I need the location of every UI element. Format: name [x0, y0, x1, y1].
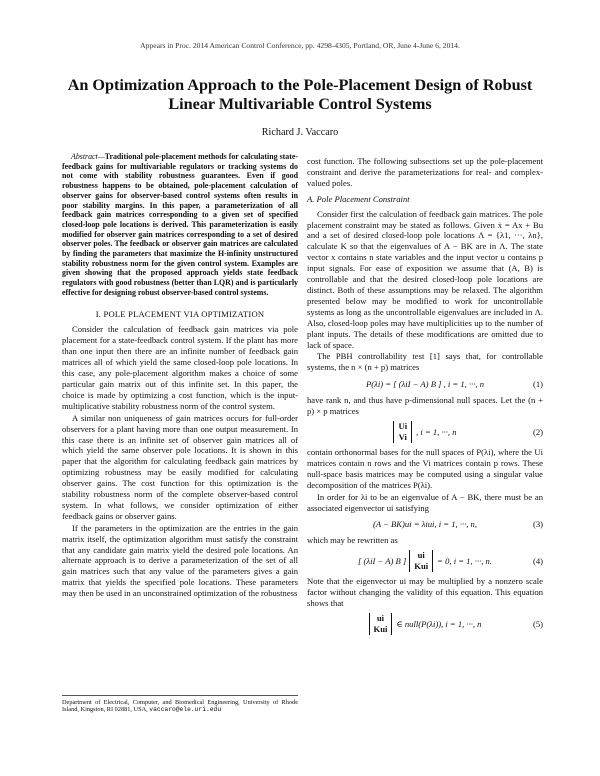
matrix-top: ui	[417, 550, 425, 561]
abstract: Abstract—Traditional pole-placement methods for calculating state-feedback gains for multivariable regulators or tracking systems do not come with stability robustness guarantees. Even if good robustness happens to be obtained, pole-placement calculation of observer gains for observer-based control systems often results in poor stability margins. In this paper, a parameterization of all feedback gain matrices corresponding to a given set of specified closed-loop pole locations is derived. This parameterization is easily modified for observer gain matrices corresponding to a set of desired observer poles. The feedback or observer gain matrices are calculated by finding the parameters that maximize the H-infinity unstructured stability robustness norm for the given control system. Examples are given showing that the proposed approach yields state feedback regulators with good robustness (better than LQR) and is particularly effective for designing robust observer-based control systems.	[62, 152, 298, 297]
equation-4	[307, 550, 543, 572]
left-column	[62, 152, 298, 600]
running-header: Appears in Proc. 2014 American Control Conference, pp. 4298-4305, Portland, OR, June 4-June 6, 2014.	[140, 41, 460, 50]
paragraph: contain orthonormal bases for the null spaces of P(λi), where the Ui matrices contain n rows and the Vi matrices contain p rows. These null-space basis matrices may be computed using a singular value decomposition of the matrices P(λi).	[307, 447, 543, 490]
author: Richard J. Vaccaro	[261, 127, 339, 138]
paragraph: The PBH controllability test [1] says that, for controllable systems, the n × (n + p) matrices	[307, 351, 543, 373]
equation-3	[307, 517, 543, 531]
equation-3-body: (A − BK)ui = λiui, i = 1, ···, n,	[372, 519, 478, 530]
equation-1-body: P(λi) = [ (λiI − A) B ] , i = 1, ···, n	[365, 378, 484, 389]
footnote-email: vaccaro@ele.uri.edu	[149, 706, 222, 714]
equation-1	[307, 377, 543, 391]
paper-title: An Optimization Approach to the Pole-Placement Design of Robust Linear Multivariable Control Systems	[67, 76, 533, 113]
section-title: I. POLE PLACEMENT VIA OPTIMIZATION	[95, 308, 265, 319]
right-column	[307, 156, 543, 639]
paragraph: cost function. The following subsections set up the pole-placement constraint and derive the parameterizations for real- and complex-valued poles.	[307, 156, 543, 188]
equation-5-number: (5)	[532, 618, 543, 629]
equation-3-number: (3)	[532, 519, 543, 530]
footnote	[62, 695, 298, 714]
subsection-title: A. Pole Placement Constraint	[307, 193, 410, 204]
equation-1-number: (1)	[532, 378, 543, 389]
paragraph: In order for λi to be an eigenvalue of A − BK, there must be an associated eigenvector ui satisfying	[307, 491, 543, 513]
paragraph: Consider the calculation of feedback gain matrices via pole placement for a state-feedback control system. If the plant has more than one input then there are an infinite number of feedback gain matrices all of which yield the same closed-loop pole locations. In this case, any pole-placement algorithm makes a choice of some particular gain matrix out of this infinite set. In this paper, the choice is made by optimizing a cost function, which is the input-multiplicative stability robustness norm of the control system.	[62, 324, 298, 411]
equation-2-number: (2)	[532, 426, 543, 437]
equation-5	[307, 613, 543, 635]
footnote-affiliation: Department of Electrical, Computer, and Biomedical Engineering, University of Rhode Island, Kingston, RI 02881, USA,	[62, 699, 298, 714]
matrix-top: ui	[376, 613, 385, 624]
matrix	[393, 421, 412, 443]
paragraph: which may be rewritten as	[307, 535, 398, 546]
paragraph: Consider first the calculation of feedback gain matrices. The pole placement constraint may be stated as follows. Given ẋ = Ax + Bu and a set of desired closed-loop pole locations Λ = {λ1, ···, λn}, calculate K so that the eigenvalues of A − BK are in Λ. The state vector x contains n state variables and the input vector u contains p input signals. For ease of exposition we assume that (A, B) is controllable and that the desired closed-loop pole locations are distinct. Both of these assumptions may be relaxed. The algorithm presented below may be modified to work for uncontrollable systems as long as the uncontrollable eigenvalues are included in Λ. Also, closed-loop poles may have multiplicities up to the number of plant inputs. The details of these modifications are omitted due to lack of space.	[307, 208, 543, 350]
equation-4-number: (4)	[532, 555, 543, 566]
matrix	[409, 550, 433, 572]
matrix	[369, 613, 393, 635]
paragraph: Note that the eigenvector ui may be multiplied by a nonzero scale factor without changing the validity of this equation. This equation shows that	[307, 576, 543, 609]
equation-2	[307, 421, 543, 443]
equation-2-rest: , i = 1, ···, n	[416, 426, 457, 437]
matrix-bottom: Kui	[373, 624, 388, 635]
paragraph: have rank n, and thus have p-dimensional null spaces. Let the (n + p) × p matrices	[307, 395, 543, 417]
matrix-bottom: Kui	[414, 561, 429, 572]
abstract-label: Abstract	[71, 152, 98, 161]
matrix-top: Ui	[398, 421, 408, 432]
abstract-text: Traditional pole-placement methods for calculating state-feedback gains for multivariable regulators or tracking systems do not come with stability robustness guarantees. Even if good robustness happens to be obtained, pole-placement calculation of observer gains for observer-based control systems often results in poor stability margins. In this paper, a parameterization of all feedback gain matrices corresponding to a given set of specified closed-loop pole locations is derived. This parameterization is easily modified for observer gain matrices corresponding to a set of desired observer poles. The feedback or observer gain matrices are calculated by finding the parameters that maximize the H-infinity unstructured stability robustness norm for the given control system. Examples are given showing that the proposed approach yields state feedback regulators with good robustness (better than LQR) and is particularly effective for designing robust observer-based control systems.	[62, 152, 298, 297]
equation-5-rest: ∈ null(P(λi)), i = 1, ···, n	[396, 618, 482, 629]
matrix-bottom: Vi	[398, 432, 407, 443]
equation-4-rest: = 0, i = 1, ···, n.	[437, 555, 492, 566]
paragraph: If the parameters in the optimization are the entries in the gain matrix itself, the optimization algorithm must satisfy the constraint that any candidate gain matrix yield the desired pole locations. An alternate approach is to derive a parameterization of the set of all gain matrices such that any value of the parameters gives a gain matrix that yields the specified pole locations. These parameters may then be used in an unconstrained optimization of the robustness	[62, 522, 298, 599]
paragraph: A similar non uniqueness of gain matrices occurs for full-order observers for a plant having more than one output measurement. In this case there is an infinite set of observer gain matrices all of which yield the same observer pole locations. It is shown in this paper that the algorithm for calculating feedback gain matrices by optimizing robustness may be easily modified for calculating observer gains. The cost function for this optimization is the stability robustness norm of the complete observer-based control system. In what follows, we consider optimization of either feedback gains or observer gains.	[62, 412, 298, 521]
equation-4-left: [ (λiI − A) B ]	[358, 555, 407, 566]
